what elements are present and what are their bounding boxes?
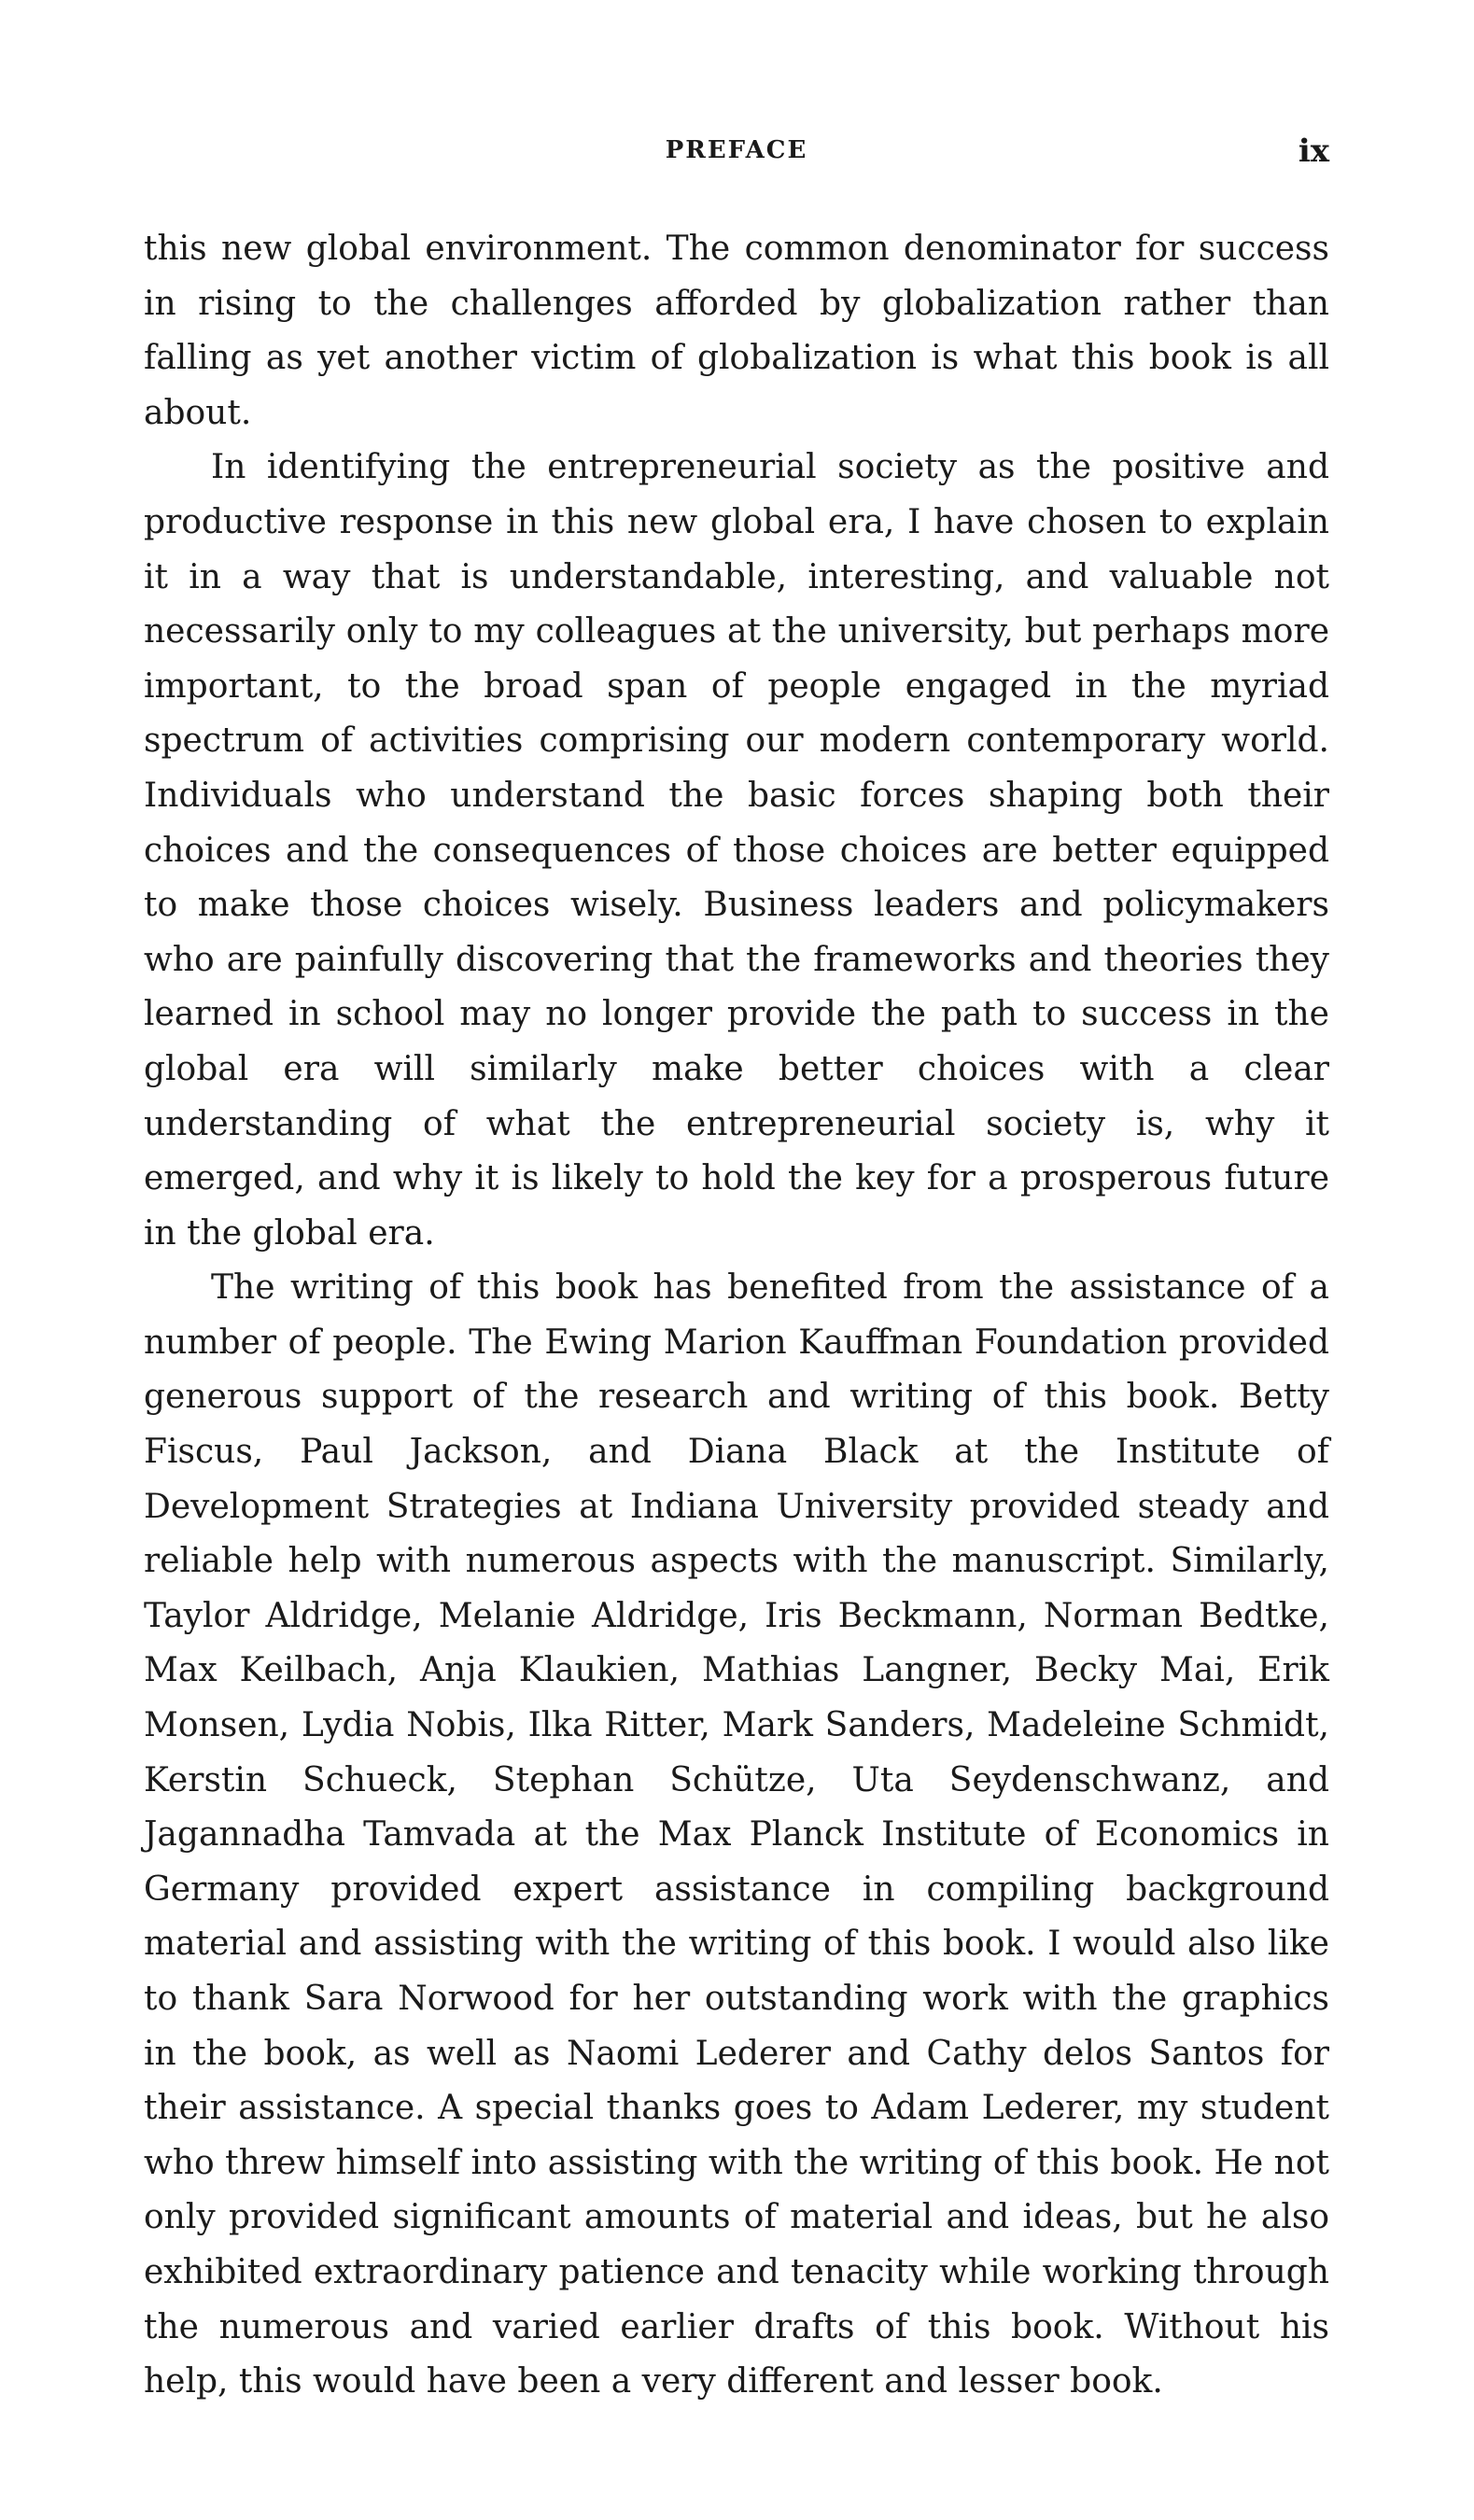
paragraph-acknowledgments: The writing of this book has benefited from the assistance of a number of people. The Ewing Marion Kauffman Foundation provided generous support of the research and writing of this book. Betty Fiscus, Paul Jackson, and Diana Black at the Institute of Development Strategies at Indiana University provided steady and reliable help with numerous aspects with the manuscript. Similarly, Taylor Aldridge, Melanie Aldridge, Iris Beckmann, Norman Bedtke, Max Keilbach, Anja Klaukien, Mathias Langner, Becky Mai, Erik Monsen, Lydia Nobis, Ilka Ritter, Mark Sanders, Madeleine Schmidt, Kerstin Schueck, Stephan Schütze, Uta Seydenschwanz, and Jagannadha Tamvada at the Max Planck Institute of Economics in Germany provided expert assistance in compiling background material and assisting with the writing of this book. I would also like to thank Sara Norwood for her outstanding work with the graphics in the book, as well as Naomi Lederer and Cathy delos Santos for their assistance. A special thanks goes to Adam Lederer, my student who threw himself into assisting with the writing of this book. He not only provided significant amounts of material and ideas, but he also exhibited extraordinary patience and tenacity while working through the numerous and varied earlier drafts of this book. Without his help, this would have been a very different and lesser book.	[144, 1268, 1329, 2401]
running-head	[144, 133, 1329, 174]
running-title: PREFACE	[665, 136, 808, 164]
paragraph-entrepreneurial-society: In identifying the entrepreneurial society as the positive and productive response in this new global era, I have chosen to explain it in a way that is understandable, interesting, and valuable not necessarily only to my colleagues at the university, but perhaps more important, to the broad span of people engaged in the myriad spectrum of activities comprising our modern contemporary world. Individuals who understand the basic forces shaping both their choices and the consequences of those choices are better equipped to make those choices wisely. Business leaders and policymakers who are painfully discovering that the frameworks and theories they learned in school may no longer provide the path to success in the global era will similarly make better choices with a clear understanding of what the entrepreneurial society is, why it emerged, and why it is likely to hold the key for a prosperous future in the global era.	[144, 448, 1329, 1253]
body-text	[144, 222, 1329, 2410]
page-number: ix	[1298, 133, 1329, 170]
paragraph-continuation: this new global environment. The common denominator for success in rising to the challenges afforded by globalization rather than falling as yet another victim of globalization is what this book is all about.	[144, 230, 1329, 432]
